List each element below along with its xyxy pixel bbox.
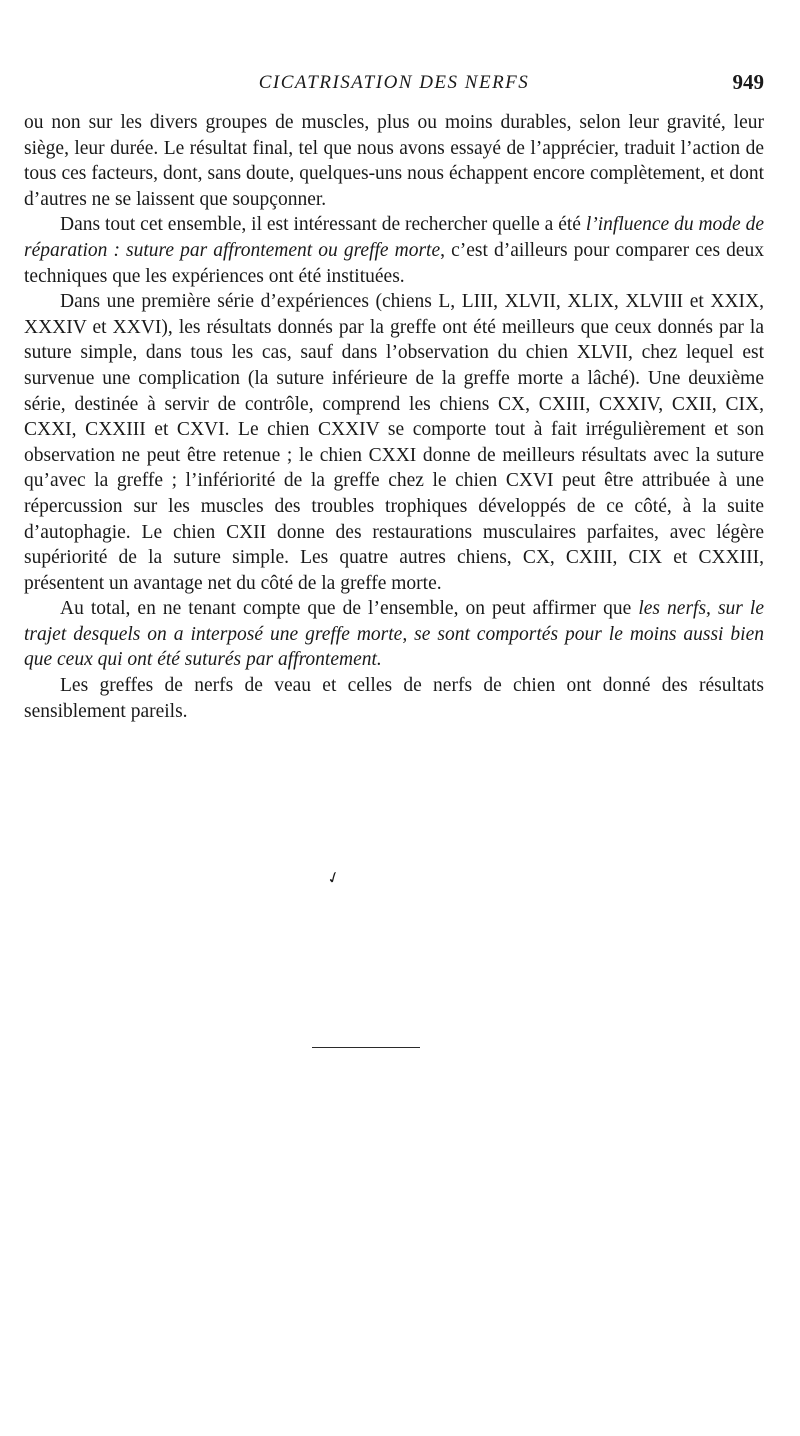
text-segment: Au total, en ne tenant compte que de l’ensemble, on peut affirmer que [60,598,639,620]
running-header [24,68,764,98]
text-segment: Dans tout cet ensemble, il est intéressant de rechercher quelle a été [60,214,586,236]
paragraph-4 [24,596,764,673]
paragraph-2 [24,212,764,289]
page [24,0,764,1436]
check-mark-icon: ✓ [324,868,344,889]
body-text [24,110,764,724]
italic-segment: les nerfs, sur le trajet desquels on a interposé une greffe morte, se sont comportés pour le moins aussi bien que ceux qui ont été suturés par affrontement. [24,598,764,671]
page-number: 949 [732,70,764,94]
text-segment: Les greffes de nerfs de veau et celles de nerfs de chien ont donné des résultats sensiblement pareils. [24,675,764,722]
italic-segment: l’influence du mode de réparation : suture par affrontement ou greffe morte [24,214,764,261]
end-rule-divider [312,1047,420,1048]
paragraph-5 [24,673,764,724]
text-segment: ou non sur les divers groupes de muscles, plus ou moins durables, selon leur gravité, leur siège, leur durée. Le résultat final, tel que nous avons essayé de l’apprécier, traduit l’action de tous ces facteurs, dont, sans doute, quelques-uns nous échappent encore complètement, et dont d’autres ne se laissent que soupçonner. [24,112,764,210]
text-segment: Dans une première série d’expériences (chiens L, LIII, XLVII, XLIX, XLVIII et XXIX, XXXIV et XXVI), les résultats donnés par la greffe ont été meilleurs que ceux donnés par la suture simple, dans tous les cas, sauf dans l’observation du chien XLVII, chez lequel est survenue une complication (la suture inférieure de la greffe morte a lâché). Une deuxième série, destinée à servir de contrôle, comprend les chiens CX, CXIII, CXXIV, CXII, CIX, CXXI, CXXIII et CXVI. Le chien CXXIV se comporte tout à fait irrégulièrement et son observation ne peut être retenue ; le chien CXXI donne de meilleurs résultats avec la suture qu’avec la greffe ; l’infériorité de la greffe chez le chien CXVI peut être attribuée à une répercussion sur les muscles des troubles trophiques développés de ce côté, à la suite d’autophagie. Le chien CXII donne des restaurations musculaires parfaites, avec légère supériorité de la suture simple. Les quatre autres chiens, CX, CXIII, CIX et CXXIII, présentent un avantage net du côté de la greffe morte. [24,291,764,594]
paragraph-3 [24,289,764,596]
paragraph-1 [24,110,764,212]
text-segment: , c’est d’ailleurs pour comparer ces deux techniques que les expériences ont été instituées. [24,239,764,287]
running-title: CICATRISATION DES NERFS [258,72,530,93]
